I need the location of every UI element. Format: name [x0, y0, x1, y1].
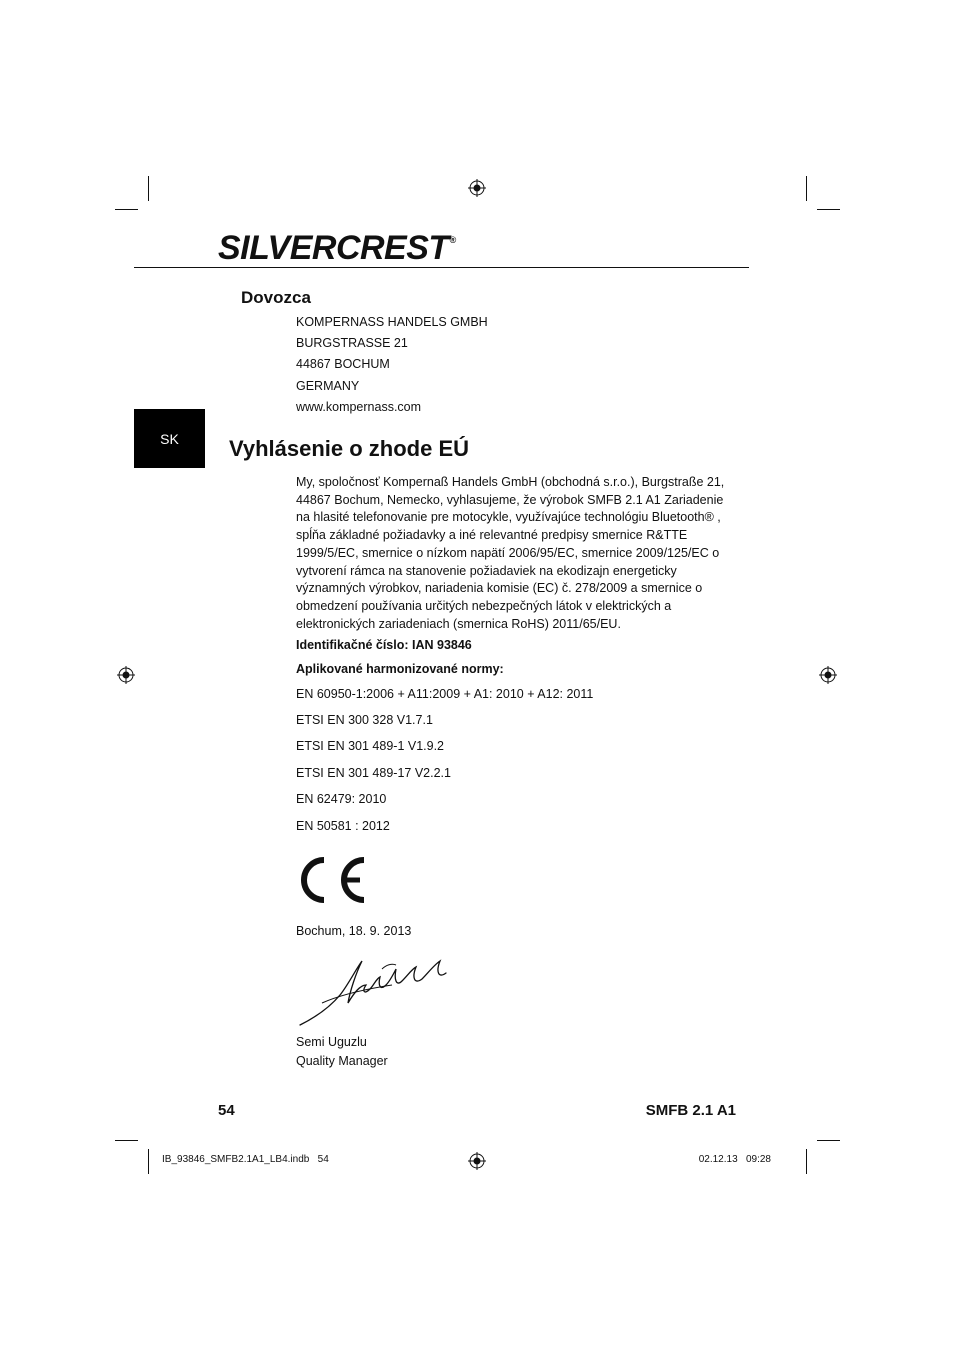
model-number: SMFB 2.1 A1 — [645, 1102, 736, 1119]
brand-logo-part: SILVER — [218, 229, 336, 267]
registered-mark: ® — [449, 235, 456, 245]
header-rule — [134, 267, 749, 268]
registration-mark-icon — [117, 666, 135, 684]
crop-mark — [148, 1149, 149, 1174]
signature — [296, 955, 454, 1033]
standard-item: ETSI EN 300 328 V1.7.1 — [296, 713, 433, 727]
declaration-heading: Vyhlásenie o zhode EÚ — [229, 436, 470, 461]
importer-website: www.kompernass.com — [296, 400, 422, 414]
print-file-name: IB_93846_SMFB2.1A1_LB4.indb 54 — [162, 1154, 329, 1165]
crop-mark — [806, 1149, 807, 1174]
standard-item: EN 50581 : 2012 — [296, 819, 390, 833]
signer-name: Semi Uguzlu — [296, 1035, 367, 1049]
crop-mark — [817, 209, 840, 210]
standard-item: EN 62479: 2010 — [296, 792, 387, 806]
signer-title: Quality Manager — [296, 1054, 388, 1068]
page-number: 54 — [218, 1102, 235, 1119]
standard-item: ETSI EN 301 489-17 V2.2.1 — [296, 766, 451, 780]
print-timestamp: 02.12.13 09:28 — [698, 1154, 771, 1165]
declaration-body: My, spoločnosť Kompernaß Handels GmbH (obchodná s.r.o.), Burgstraße 21, 44867 Bochum, Nemecko, vyhlasujeme, že výrobok SMFB 2.1 A1 Zariadenie na hlasité telefonovanie pre motocykle, využívajúce technológiu Bluetooth® , spĺňa základné požiadavky a iné relevantné predpisy smernice R&TTE 1999/5/EC, smernice o nízkom napätí 2006/95/EC, smernice 2009/125/EC o vytvorení rámca na stanovenie požiadaviek na ekodizajn energeticky významných výrobkov, nariadenia komisie (EC) č. 278/2009 a smernice o obmedzení používania určitých nebezpečných látok v elektrických a elektronických zariadeniach (smernica RoHS) 2011/65/EU. — [296, 475, 725, 631]
registration-mark-icon — [468, 1152, 486, 1170]
crop-mark — [115, 1140, 138, 1141]
standard-item: EN 60950-1:2006 + A11:2009 + A1: 2010 + A12: 2011 — [296, 687, 594, 701]
crop-mark — [806, 176, 807, 201]
standards-label: Aplikované harmonizované normy: — [296, 662, 504, 676]
registration-mark-icon — [819, 666, 837, 684]
registration-mark-icon — [468, 179, 486, 197]
standard-item: ETSI EN 301 489-1 V1.9.2 — [296, 739, 445, 753]
importer-line: 44867 BOCHUM — [296, 357, 390, 371]
place-date: Bochum, 18. 9. 2013 — [296, 924, 412, 938]
identification-number: Identifikačné číslo: IAN 93846 — [296, 638, 472, 652]
crop-mark — [817, 1140, 840, 1141]
brand-logo-part: CREST — [335, 229, 449, 267]
importer-line: KOMPERNASS HANDELS GMBH — [296, 315, 488, 329]
crop-mark — [115, 209, 138, 210]
importer-line: GERMANY — [296, 379, 360, 393]
language-tab: SK — [134, 409, 205, 468]
importer-line: BURGSTRASSE 21 — [296, 336, 408, 350]
crop-mark — [148, 176, 149, 201]
brand-logo — [218, 229, 456, 268]
ce-mark-icon — [296, 854, 368, 906]
signer — [296, 1033, 388, 1071]
importer-heading: Dovozca — [241, 288, 311, 307]
